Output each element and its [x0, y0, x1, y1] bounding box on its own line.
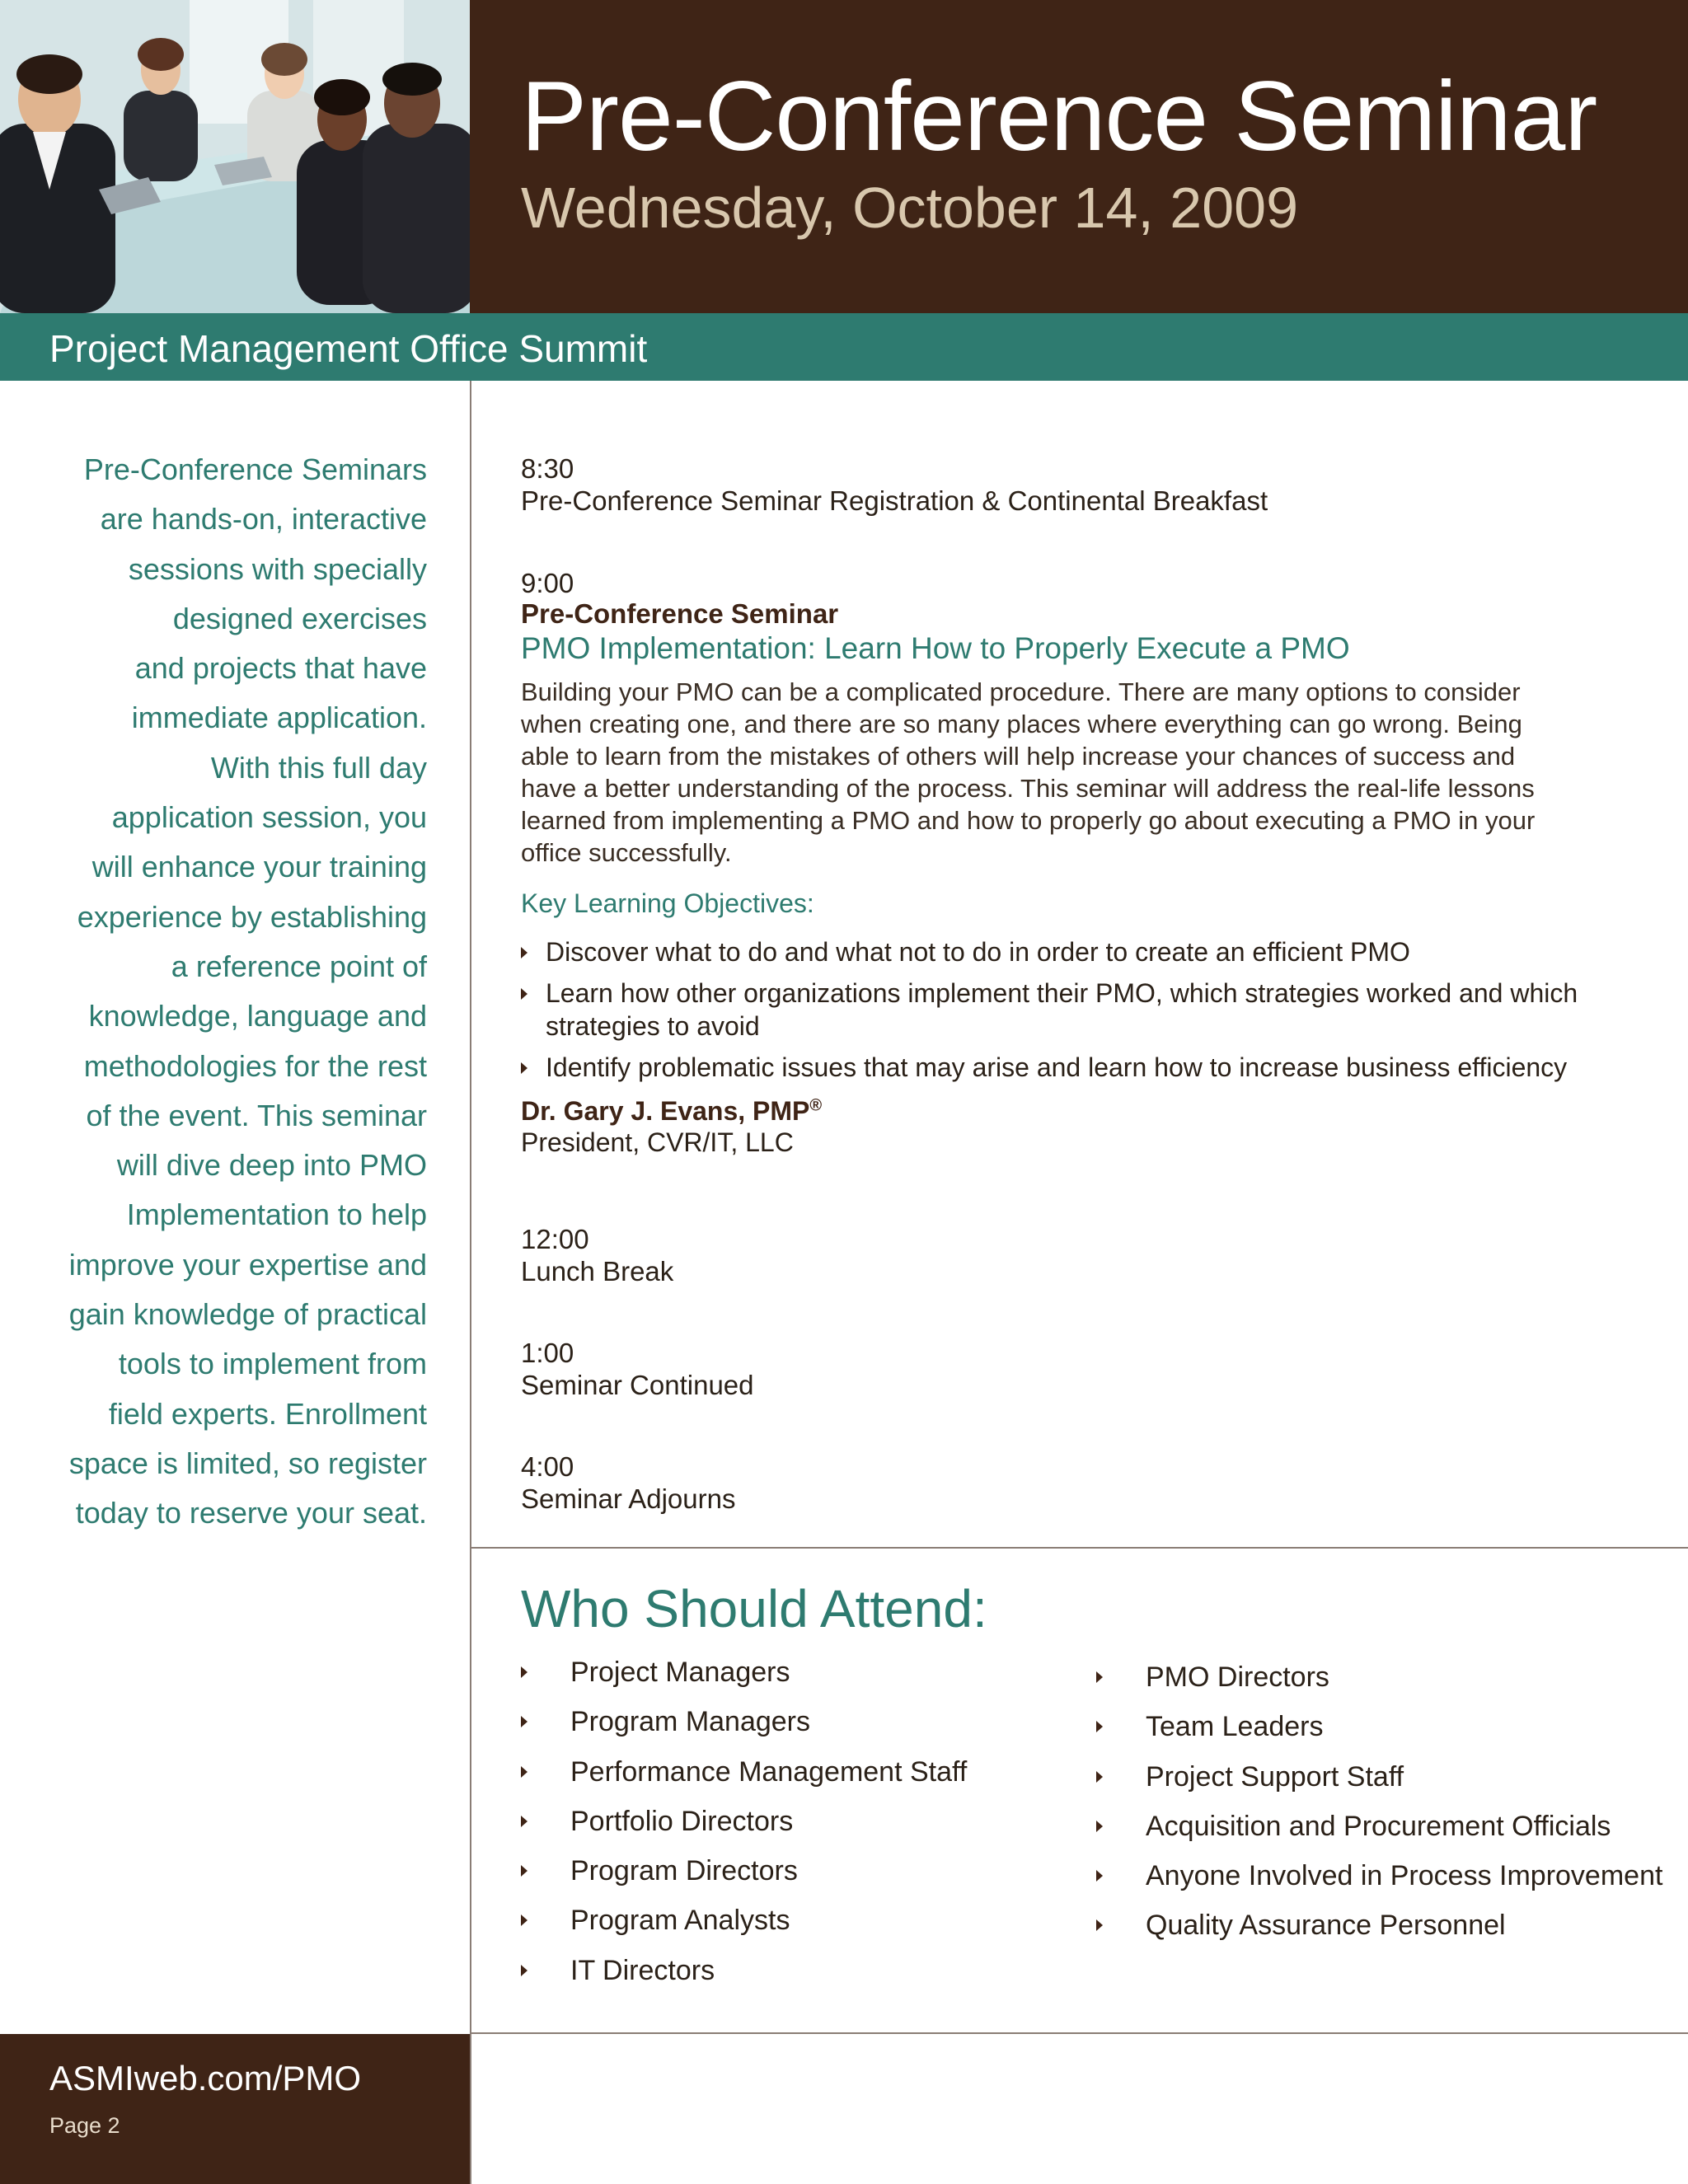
objective-line: Learn how other organizations implement their PMO, which strategies worked and which	[546, 978, 1578, 1008]
description-line: when creating one, and there are so many places where everything can go wrong. Being	[521, 710, 1522, 738]
bullet-triangle-icon	[1096, 1870, 1103, 1882]
intro-line: With this full day	[210, 750, 427, 785]
intro-line: will enhance your training	[91, 850, 427, 884]
intro-line: knowledge, language and	[88, 999, 427, 1033]
attendee-label: Anyone Involved in Process Improvement	[1146, 1860, 1663, 1892]
schedule-time: 9:00	[521, 568, 574, 598]
attendee-label: Quality Assurance Personnel	[1146, 1910, 1506, 1942]
bullet-triangle-icon	[521, 1965, 528, 1976]
schedule-time: 12:00	[521, 1224, 589, 1254]
attendee-item	[1096, 1702, 1662, 1751]
bullet-triangle-icon	[1096, 1919, 1103, 1931]
intro-line: space is limited, so register	[68, 1446, 427, 1480]
intro-paragraph	[33, 445, 427, 1539]
description-line: Building your PMO can be a complicated procedure. There are many options to consider	[521, 677, 1521, 706]
schedule-event: Pre-Conference Seminar Registration & Continental Breakfast	[521, 485, 1268, 516]
intro-line: immediate application.	[131, 701, 427, 735]
attendee-item	[1096, 1900, 1662, 1950]
schedule-event: Seminar Adjourns	[521, 1483, 736, 1514]
intro-line: Pre-Conference Seminars	[83, 452, 427, 486]
seminar-description	[521, 676, 1625, 869]
objective-line: Discover what to do and what not to do in order to create an efficient PMO	[546, 937, 1410, 967]
intro-line: will dive deep into PMO	[116, 1148, 427, 1183]
attendee-item	[521, 1846, 967, 1896]
attendee-label: Team Leaders	[1146, 1711, 1324, 1743]
description-line: learned from implementing a PMO and how to properly go about executing a PMO in your	[521, 806, 1536, 835]
attendee-item	[521, 1896, 967, 1945]
schedule-time: 8:30	[521, 453, 574, 484]
speaker-title: President, CVR/IT, LLC	[521, 1127, 794, 1157]
bullet-triangle-icon	[521, 988, 528, 1000]
page-number: Page 2	[49, 2113, 120, 2138]
bullet-triangle-icon	[521, 1766, 528, 1778]
schedule-lunch	[521, 1223, 673, 1287]
objectives-list	[521, 935, 1642, 1092]
bullet-triangle-icon	[521, 1816, 528, 1827]
attendee-label: PMO Directors	[1146, 1661, 1329, 1693]
attendee-item	[1096, 1752, 1662, 1802]
attendee-label: Program Directors	[570, 1855, 798, 1887]
bullet-triangle-icon	[521, 947, 528, 958]
bullet-triangle-icon	[521, 1716, 528, 1727]
attendee-label: Program Managers	[570, 1706, 811, 1738]
attendee-label: Project Managers	[570, 1657, 790, 1688]
bullet-triangle-icon	[521, 1865, 528, 1877]
bullet-triangle-icon	[1096, 1721, 1103, 1732]
intro-line: field experts. Enrollment	[108, 1396, 427, 1431]
attendee-label: Performance Management Staff	[570, 1755, 968, 1788]
schedule-event: Lunch Break	[521, 1256, 674, 1286]
intro-line: Implementation to help	[126, 1197, 427, 1232]
intro-line: of the event. This seminar	[86, 1098, 427, 1132]
attendee-label: Program Analysts	[570, 1905, 790, 1937]
description-line: have a better understanding of the process. This seminar will address the real-life lessons	[521, 774, 1535, 803]
schedule-divider	[470, 1547, 1688, 1549]
bullet-triangle-icon	[521, 1062, 528, 1074]
schedule-time: 4:00	[521, 1451, 574, 1482]
website-link[interactable]: ASMIweb.com/PMO	[49, 2059, 362, 2097]
description-line: able to learn from the mistakes of others will help increase your chances of success and	[521, 742, 1516, 771]
speaker-name	[521, 1096, 822, 1127]
who-should-attend-heading: Who Should Attend:	[521, 1579, 987, 1638]
summit-name: Project Management Office Summit	[49, 327, 648, 370]
intro-line: gain knowledge of practical	[68, 1297, 427, 1332]
objective-line: strategies to avoid	[546, 1011, 760, 1041]
objectives-heading: Key Learning Objectives:	[521, 888, 814, 918]
intro-line: experience by establishing	[77, 899, 427, 934]
intro-line: designed exercises	[172, 601, 427, 635]
description-line: office successfully.	[521, 838, 732, 867]
intro-line: and projects that have	[134, 651, 427, 686]
objective-item	[521, 977, 1642, 1043]
attendee-item	[1096, 1802, 1662, 1851]
schedule-time: 1:00	[521, 1338, 574, 1368]
attendee-item	[1096, 1851, 1662, 1900]
speaker-name-text: Dr. Gary J. Evans, PMP	[521, 1096, 810, 1126]
bullet-triangle-icon	[521, 1666, 528, 1678]
attendee-label: IT Directors	[570, 1954, 715, 1986]
schedule-continued	[521, 1337, 754, 1401]
intro-line: improve your expertise and	[68, 1247, 427, 1282]
attendee-item	[521, 1797, 967, 1846]
attendee-label: Acquisition and Procurement Officials	[1146, 1810, 1611, 1842]
attendee-item	[521, 1697, 967, 1746]
intro-line: sessions with specially	[128, 551, 427, 586]
objective-item	[521, 935, 1642, 968]
footer-band	[0, 2034, 470, 2184]
attendee-item	[521, 1747, 967, 1797]
page-title: Pre-Conference Seminar	[521, 61, 1597, 171]
attendee-item	[521, 1647, 967, 1697]
intro-line: today to reserve your seat.	[75, 1496, 427, 1530]
event-date: Wednesday, October 14, 2009	[521, 176, 1299, 240]
objective-item	[521, 1051, 1642, 1084]
schedule-event: Seminar Continued	[521, 1370, 754, 1400]
attendee-label: Project Support Staff	[1146, 1760, 1404, 1793]
attendee-list-right	[1096, 1652, 1662, 1951]
schedule-seminar-time	[521, 567, 574, 599]
registered-mark: ®	[809, 1096, 823, 1115]
intro-line: methodologies for the rest	[83, 1048, 427, 1083]
intro-line: a reference point of	[171, 949, 427, 983]
bullet-triangle-icon	[521, 1915, 528, 1926]
attendee-item	[1096, 1652, 1662, 1702]
bullet-triangle-icon	[1096, 1821, 1103, 1832]
attendee-item	[521, 1946, 967, 1995]
bullet-triangle-icon	[1096, 1671, 1103, 1683]
column-divider	[470, 381, 471, 2184]
schedule-registration	[521, 452, 1268, 517]
objective-line: Identify problematic issues that may arise and learn how to increase business efficiency	[546, 1052, 1568, 1082]
intro-line: tools to implement from	[118, 1347, 427, 1381]
seminar-title: PMO Implementation: Learn How to Properly Execute a PMO	[521, 631, 1350, 665]
seminar-label: Pre-Conference Seminar	[521, 598, 839, 629]
attendees-divider	[470, 2032, 1688, 2034]
intro-line: application session, you	[111, 800, 427, 835]
meeting-photo	[0, 0, 470, 313]
attendee-list-left	[521, 1647, 967, 1995]
intro-line: are hands-on, interactive	[100, 502, 427, 537]
schedule-adjourn	[521, 1451, 735, 1515]
attendee-label: Portfolio Directors	[570, 1805, 794, 1837]
bullet-triangle-icon	[1096, 1771, 1103, 1783]
